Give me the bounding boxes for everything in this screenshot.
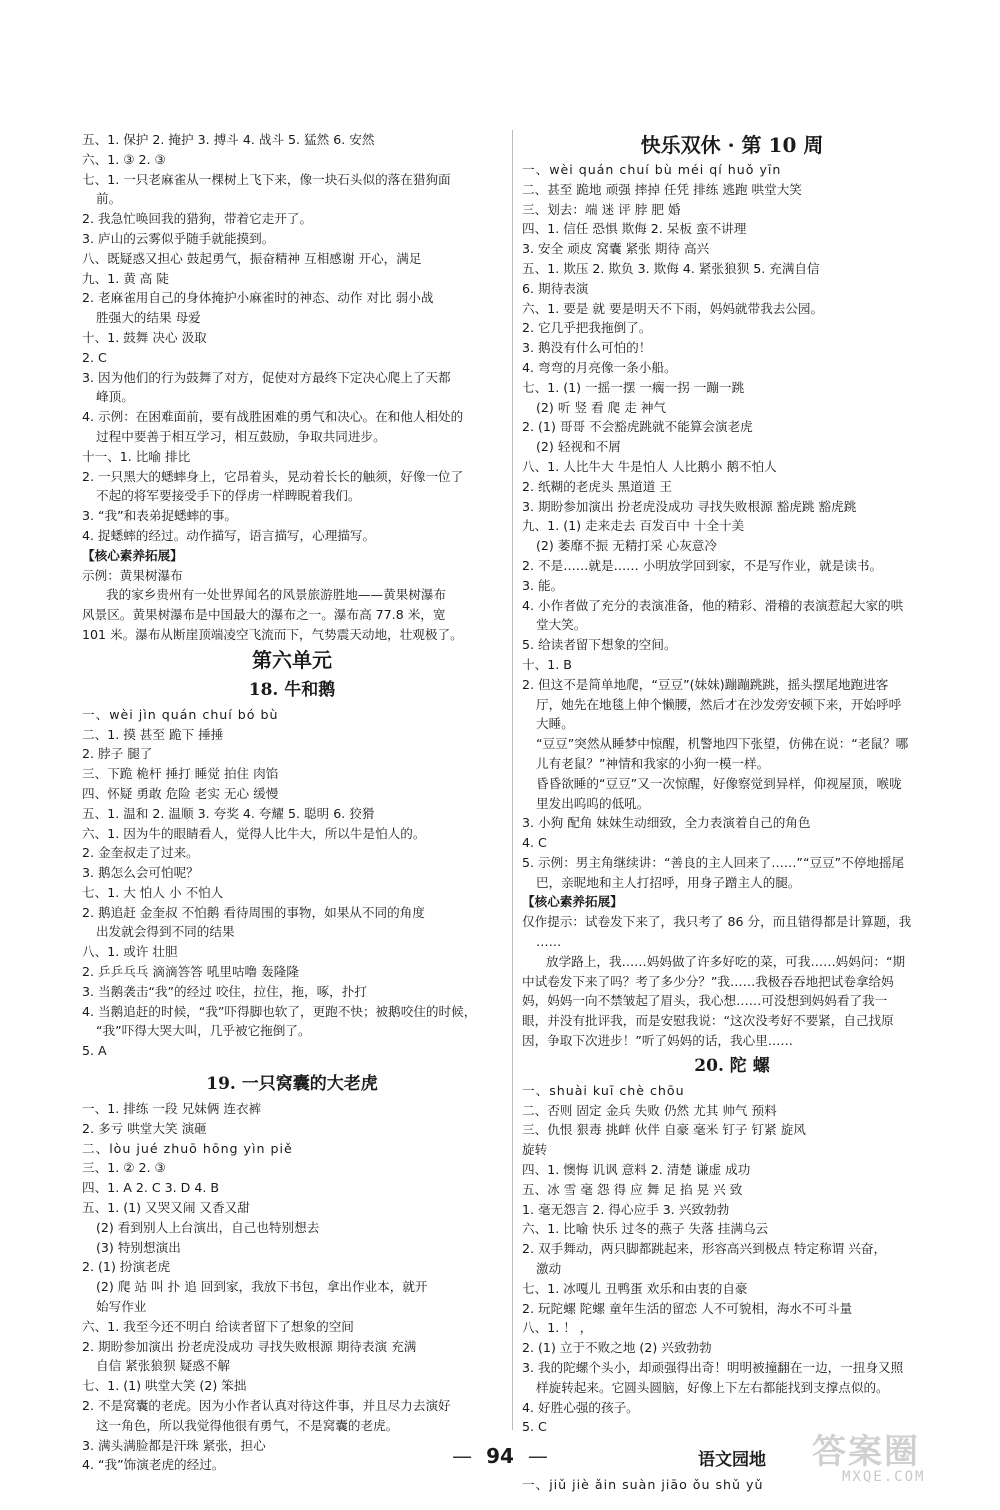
answer-line: 4. 好胜心强的孩子。	[522, 1399, 639, 1415]
answer-line: 六、1. ③ 2. ③	[82, 151, 166, 167]
answer-line: 儿有老鼠？”神情和我家的小狗一模一样。	[536, 755, 770, 771]
answer-line: 2. 玩陀螺 陀螺 童年生活的留恋 人不可貌相，海水不可斗量	[522, 1300, 853, 1316]
answer-line: 2. 多亏 哄堂大笑 演砸	[82, 1120, 207, 1136]
answer-line: 眼，并没有批评我，而是安慰我说：“这次没考好不要紧，自己找原	[522, 1013, 894, 1029]
watermark-stamp: 答案圈	[812, 1432, 920, 1472]
answer-line: 3. 期盼参加演出 扮老虎没成功 寻找失败根源 豁虎跳 豁虎跳	[522, 498, 857, 514]
answer-line: 4. 弯弯的月亮像一条小船。	[522, 359, 677, 375]
answer-line: 2. 不是窝囊的老虎。因为小作者认真对待这件事，并且尽力去演好	[82, 1398, 451, 1414]
answer-line: 4. C	[522, 835, 547, 851]
answer-line: 示例：黄果树瀑布	[82, 567, 183, 583]
answer-line: 3. 小狗 配角 妹妹生动细致，全力表演着自己的角色	[522, 815, 811, 831]
answer-line: 5. C	[522, 1419, 547, 1435]
right-column	[522, 130, 942, 1495]
answer-line: “我”吓得大哭大叫，几乎被它拖倒了。	[96, 1023, 311, 1039]
answer-line: 不起的将军要接受手下的俘虏一样睥睨着我们。	[96, 488, 361, 504]
answer-line: 出发就会得到不同的结果	[96, 924, 235, 940]
answer-line: 5. 给读者留下想象的空间。	[522, 637, 677, 653]
answer-line: 2. 期盼参加演出 扮老虎没成功 寻找失败根源 期待表演 充满	[82, 1338, 417, 1354]
answer-line: 过程中要善于相互学习，相互鼓励，争取共同进步。	[96, 428, 386, 444]
answer-line: 十一、1. 比喻 排比	[82, 448, 191, 464]
answer-line: 三、下跪 桅杆 捶打 睡觉 拍住 肉馅	[82, 766, 279, 782]
answer-line: 样旋转起来。它圆头圆脑，好像上下左右都能找到支撑点似的。	[536, 1379, 889, 1395]
answer-line: “豆豆”突然从睡梦中惊醒，机警地四下张望，仿佛在说：“老鼠？哪	[536, 736, 909, 752]
answer-line: 四、1. 懊悔 讥讽 意料 2. 清楚 谦虚 成功	[522, 1162, 751, 1178]
answer-line: 2. 双手舞动，两只脚都跳起来，形容高兴到极点 特定称谓 兴奋，	[522, 1241, 887, 1257]
answer-line: 一、wèi jìn quán chuí bó bù	[82, 706, 279, 722]
answer-line: 2. 脖子 腿了	[82, 746, 153, 762]
answer-line: 堂大笑。	[536, 617, 587, 633]
watermark-logo	[812, 1424, 962, 1504]
answer-line: 胜强大的结果 母爱	[96, 310, 201, 326]
section-heading: 快乐双休 · 第 10 周	[640, 133, 824, 157]
answer-line: 一、wèi quán chuí bù méi qí huǒ yīn	[522, 162, 782, 177]
answer-line: 巴，亲昵地和主人打招呼，用身子蹭主人的腿。	[536, 874, 801, 890]
answer-line: 前。	[96, 191, 122, 207]
answer-line: (2) 听 竖 看 爬 走 神气	[536, 399, 667, 415]
answer-line: 里发出呜呜的低吼。	[536, 795, 650, 811]
answer-line: 二、甚至 跪地 顽强 摔掉 任凭 排练 逃跑 哄堂大笑	[522, 181, 802, 197]
page-number-value: 94	[486, 1444, 514, 1468]
answer-line: 激动	[536, 1261, 562, 1277]
answer-line: 3. 当鹅袭击“我”的经过 咬住，拉住，拖，啄，扑打	[82, 983, 367, 999]
answer-line: 始写作业	[96, 1299, 147, 1315]
answer-line: (2) 萎靡不振 无精打采 心灰意冷	[536, 538, 717, 554]
answer-line: 放学路上，我……妈妈做了许多好吃的菜，可我……妈妈问：“期	[546, 953, 906, 969]
answer-line: 旋转	[522, 1142, 548, 1158]
answer-line: 2. (1) 立于不败之地 (2) 兴致勃勃	[522, 1340, 712, 1356]
answer-line: 5. A	[82, 1043, 107, 1059]
answer-line: 四、怀疑 勇敢 危险 老实 无心 缓慢	[82, 785, 279, 801]
answer-line: 十、1. B	[522, 656, 572, 672]
answer-line: 一、1. 排练 一段 兄妹俩 连衣裤	[82, 1101, 262, 1117]
answer-line: 十、1. 鼓舞 决心 汲取	[82, 329, 207, 345]
answer-line: 4. 捉蟋蟀的经过。动作描写，语言描写，心理描写。	[82, 527, 376, 543]
answer-line: (2) 看到别人上台演出，自己也特别想去	[96, 1219, 320, 1235]
answer-line: 一、shuài kuī chè chōu	[522, 1082, 685, 1098]
answer-line: 3. 鹅没有什么可怕的！	[522, 340, 652, 356]
answer-line: 3. 安全 顽皮 窝囊 紧张 期待 高兴	[522, 241, 710, 257]
answer-line: 六、1. 我至今还不明白 给读者留下了想象的空间	[82, 1318, 354, 1334]
answer-line: 2. 鹅追赶 金奎叔 不怕鹅 看待周围的事物，如果从不同的角度	[82, 904, 425, 920]
answer-line: 2. C	[82, 349, 107, 365]
answer-line: 自信 紧张狼狈 疑惑不解	[96, 1358, 230, 1374]
spacer	[82, 1061, 502, 1069]
answer-line: 因，争取下次进步！”听了妈妈的话，我心里……	[522, 1033, 793, 1049]
answer-line: 六、1. 因为牛的眼睛看人，觉得人比牛大，所以牛是怕人的。	[82, 825, 426, 841]
section-heading: 第六单元	[252, 647, 332, 672]
answer-line: 三、仇恨 狠毒 挑衅 伙伴 自豪 毫米 钉子 钉紧 旋风	[522, 1122, 806, 1138]
subsection-label: 【核心素养拓展】	[522, 894, 623, 910]
answer-line: 五、1. 保护 2. 掩护 3. 搏斗 4. 战斗 5. 猛然 6. 安然	[82, 132, 375, 147]
answer-line: 五、1. (1) 又哭又闹 又香又甜	[82, 1200, 250, 1216]
answer-line: 101 米。瀑布从断崖顶端凌空飞流而下，气势震天动地，壮观极了。	[82, 626, 463, 642]
answer-line: 2. 乒乒乓乓 滴滴答答 吼里咕噜 轰隆隆	[82, 964, 299, 980]
answer-line: 1. 毫无怨言 2. 得心应手 3. 兴致勃勃	[522, 1201, 730, 1217]
section-heading: 语文园地	[698, 1450, 766, 1471]
answer-line: 厅，她先在地毯上伸个懒腰，然后才在沙发旁安顿下来，开始呼呼	[536, 696, 902, 712]
answer-line: 3. 能。	[522, 577, 564, 593]
answer-line: 2. 一只黑大的蟋蟀身上，它昂着头，晃动着长长的触须，好像一位了	[82, 468, 464, 484]
answer-line: 一、jiǔ jiè ǎin suàn jiāo ǒu shǔ yǔ	[522, 1477, 764, 1493]
answer-line: 七、1. 一只老麻雀从一棵树上飞下来，像一块石头似的落在猎狗面	[82, 171, 451, 187]
answer-line: 八、既疑惑又担心 鼓起勇气，振奋精神 互相感谢 开心，满足	[82, 250, 422, 266]
answer-line: 六、1. 要是 就 要是明天不下雨，妈妈就带我去公园。	[522, 300, 824, 316]
answer-line: (2) 爬 站 叫 扑 追 回到家，我放下书包，拿出作业本，就开	[96, 1279, 428, 1295]
section-heading: 18. 牛和鹅	[248, 679, 336, 700]
answer-line: 2. (1) 哥哥 不会豁虎跳就不能算会演老虎	[522, 419, 753, 435]
answer-line: 七、1. (1) 一摇一摆 一瘸一拐 一蹦一跳	[522, 379, 745, 395]
answer-line: 二、lòu jué zhuō hōng yìn piě	[82, 1140, 293, 1156]
answer-line: ……	[536, 934, 562, 950]
answer-line: 二、否则 固定 金兵 失败 仍然 尤其 帅气 预料	[522, 1102, 777, 1118]
answer-line: 2. (1) 扮演老虎	[82, 1259, 171, 1275]
answer-line: 八、1. 或许 壮胆	[82, 944, 178, 960]
answer-line: 八、1. 人比牛大 牛是怕人 人比鹅小 鹅不怕人	[522, 458, 777, 474]
answer-line: 5. 示例：男主角继续讲：“善良的主人回来了……”“豆豆”不停地摇尾	[522, 854, 905, 870]
answer-line: 中试卷发下来了吗？考了多少分？”我……我极吞吞地把试卷拿给妈	[522, 973, 894, 989]
answer-line: 三、划去：端 迷 评 脖 肥 婚	[522, 201, 681, 217]
answer-line: 2. 它几乎把我拖倒了。	[522, 320, 652, 336]
answer-line: 风景区。黄果树瀑布是中国最大的瀑布之一。瀑布高 77.8 米，宽	[82, 607, 446, 623]
answer-line: 七、1. (1) 哄堂大笑 (2) 笨拙	[82, 1378, 247, 1394]
answer-line: 2. 老麻雀用自己的身体掩护小麻雀时的神态、动作 对比 弱小战	[82, 290, 434, 306]
answer-line: 七、1. 大 怕人 小 不怕人	[82, 884, 224, 900]
answer-line: 三、1. ② 2. ③	[82, 1160, 166, 1176]
answer-line: 大睡。	[536, 716, 574, 732]
answer-line: 五、1. 欺压 2. 欺负 3. 欺侮 4. 紧张狼狈 5. 充满自信	[522, 260, 820, 276]
answer-line: 3. 因为他们的行为鼓舞了对方，促使对方最终下定决心爬上了天都	[82, 369, 451, 385]
answer-line: 2. 我急忙唤回我的猎狗，带着它走开了。	[82, 211, 313, 227]
answer-line: 我的家乡贵州有一处世界闻名的风景旅游胜地——黄果树瀑布	[106, 587, 447, 603]
answer-line: 仅作提示：试卷发下来了，我只考了 86 分，而且错得都是计算题，我	[522, 914, 912, 930]
answer-line: 3. 鹅怎么会可怕呢？	[82, 865, 199, 881]
section-heading: 19. 一只窝囊的大老虎	[206, 1074, 378, 1095]
left-column	[82, 130, 502, 1475]
subsection-label: 【核心素养拓展】	[82, 547, 183, 563]
answer-line: 2. 但这不是简单地爬，“豆豆”(妹妹)蹦蹦跳跳，摇头摆尾地跑进客	[522, 676, 889, 692]
watermark-url: MXQE.COM	[842, 1469, 926, 1485]
answer-line: 九、1. 黄 高 陡	[82, 270, 169, 286]
answer-line: 二、1. 摸 甚至 跪下 捶捶	[82, 726, 224, 742]
answer-line: (3) 特别想演出	[96, 1239, 181, 1255]
answer-line: 4. 小作者做了充分的表演准备，他的精彩、滑稽的表演惹起大家的哄	[522, 597, 904, 613]
answer-line: 4. 当鹅追赶的时候，“我”吓得脚也软了，更跑不快；被鹅咬住的时候，	[82, 1003, 477, 1019]
answer-line: 4. 示例：在困难面前，要有战胜困难的勇气和决心。在和他人相处的	[82, 409, 464, 425]
answer-line: 四、1. A 2. C 3. D 4. B	[82, 1180, 220, 1196]
page-number: — 94 —	[452, 1444, 548, 1468]
answer-line: 3. 满头满脸都是汗珠 紧张，担心	[82, 1437, 266, 1453]
answer-line: 2. 不是……就是…… 小明放学回到家，不是写作业，就是读书。	[522, 557, 883, 573]
section-heading: 20. 陀 螺	[694, 1055, 770, 1076]
answer-line: 九、1. (1) 走来走去 百发百中 十全十美	[522, 518, 745, 534]
answer-line: 6. 期待表演	[522, 280, 589, 296]
column-divider	[512, 130, 513, 1430]
answer-line: 五、1. 温和 2. 温顺 3. 夸奖 4. 夸耀 5. 聪明 6. 狡猾	[82, 805, 375, 821]
answer-line: 妈，妈妈一向不禁皱起了眉头，我心想……可没想到妈妈看了我一	[522, 993, 888, 1009]
answer-line: 七、1. 冰嘎儿 丑鸭蛋 欢乐和由衷的自豪	[522, 1280, 748, 1296]
answer-line: 3. 我的陀螺个头小，却顽强得出奇！明明被撞翻在一边，一扭身又照	[522, 1360, 904, 1376]
answer-line: 3. 庐山的云雾似乎随手就能摸到。	[82, 230, 275, 246]
answer-line: 六、1. 比喻 快乐 过冬的燕子 失落 挂满乌云	[522, 1221, 769, 1237]
answer-line: 昏昏欲睡的“豆豆”又一次惊醒，好像察觉到异样，仰视屋顶，喉咙	[536, 775, 902, 791]
answer-line: 2. 金奎叔走了过来。	[82, 845, 199, 861]
answer-line: 3. “我”和表弟捉蟋蟀的事。	[82, 508, 238, 524]
answer-line: 峰顶。	[96, 389, 134, 405]
answer-line: 五、冰 雪 毫 怨 得 应 舞 足 掐 晃 兴 致	[522, 1181, 743, 1197]
answer-line: 4. “我”饰演老虎的经过。	[82, 1457, 225, 1473]
answer-line: 这一角色，所以我觉得他很有勇气，不是窝囊的老虎。	[96, 1417, 399, 1433]
answer-line: 2. 纸糊的老虎头 黑道道 王	[522, 478, 672, 494]
answer-line: 四、1. 信任 恐惧 欺侮 2. 呆板 蛮不讲理	[522, 221, 747, 237]
answer-line: 八、1. ！ ，	[522, 1320, 593, 1336]
answer-line: (2) 轻视和不屑	[536, 439, 621, 455]
